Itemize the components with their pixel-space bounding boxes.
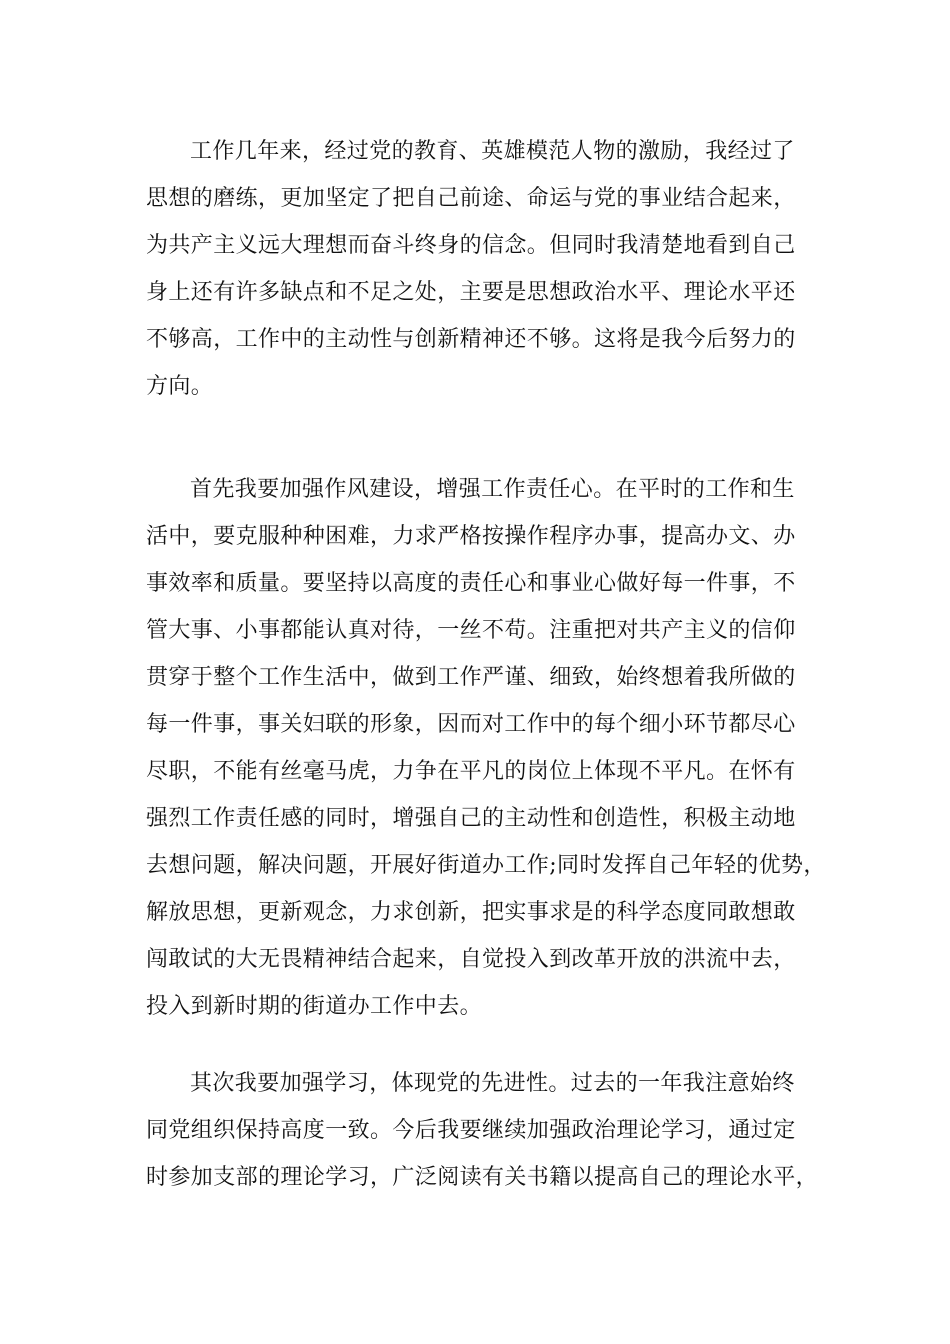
text-line: 投入到新时期的街道办工作中去。 bbox=[146, 994, 483, 1019]
text-line: 不够高，工作中的主动性与创新精神还不够。这将是我今后努力的 bbox=[146, 327, 796, 352]
text-line: 闯敢试的大无畏精神结合起来，自觉投入到改革开放的洪流中去， bbox=[146, 947, 796, 972]
text-line: 事效率和质量。要坚持以高度的责任心和事业心做好每一件事，不 bbox=[146, 571, 796, 596]
paragraph-1 bbox=[146, 128, 806, 410]
text-line: 每一件事，事关妇联的形象，因而对工作中的每个细小环节都尽心 bbox=[146, 712, 796, 737]
text-line: 身上还有许多缺点和不足之处，主要是思想政治水平、理论水平还 bbox=[146, 280, 796, 305]
text-line: 去想问题，解决问题，开展好街道办工作;同时发挥自己年轻的优势， bbox=[146, 853, 826, 878]
text-line: 管大事、小事都能认真对待，一丝不苟。注重把对共产主义的信仰 bbox=[146, 618, 796, 643]
text-line: 贯穿于整个工作生活中，做到工作严谨、细致，始终想着我所做的 bbox=[146, 665, 796, 690]
text-line: 工作几年来，经过党的教育、英雄模范人物的激励，我经过了 bbox=[190, 139, 795, 164]
paragraph-3 bbox=[146, 1060, 819, 1201]
text-line: 活中，要克服种种困难，力求严格按操作程序办事，提高办文、办 bbox=[146, 524, 796, 549]
text-line: 思想的磨练，更加坚定了把自己前途、命运与党的事业结合起来， bbox=[146, 186, 796, 211]
text-line: 解放思想，更新观念，力求创新，把实事求是的科学态度同敢想敢 bbox=[146, 900, 796, 925]
text-line: 尽职，不能有丝毫马虎，力争在平凡的岗位上体现不平凡。在怀有 bbox=[146, 759, 796, 784]
text-line: 强烈工作责任感的同时，增强自己的主动性和创造性，积极主动地 bbox=[146, 806, 796, 831]
text-line: 方向。 bbox=[146, 374, 214, 399]
text-line: 时参加支部的理论学习，广泛阅读有关书籍以提高自己的理论水平， bbox=[146, 1165, 819, 1190]
paragraph-2 bbox=[146, 466, 826, 1030]
text-line: 首先我要加强作风建设，增强工作责任心。在平时的工作和生 bbox=[190, 477, 795, 502]
text-line: 为共产主义远大理想而奋斗终身的信念。但同时我清楚地看到自己 bbox=[146, 233, 796, 258]
text-line: 同党组织保持高度一致。今后我要继续加强政治理论学习，通过定 bbox=[146, 1118, 796, 1143]
text-line: 其次我要加强学习，体现党的先进性。过去的一年我注意始终 bbox=[190, 1071, 795, 1096]
